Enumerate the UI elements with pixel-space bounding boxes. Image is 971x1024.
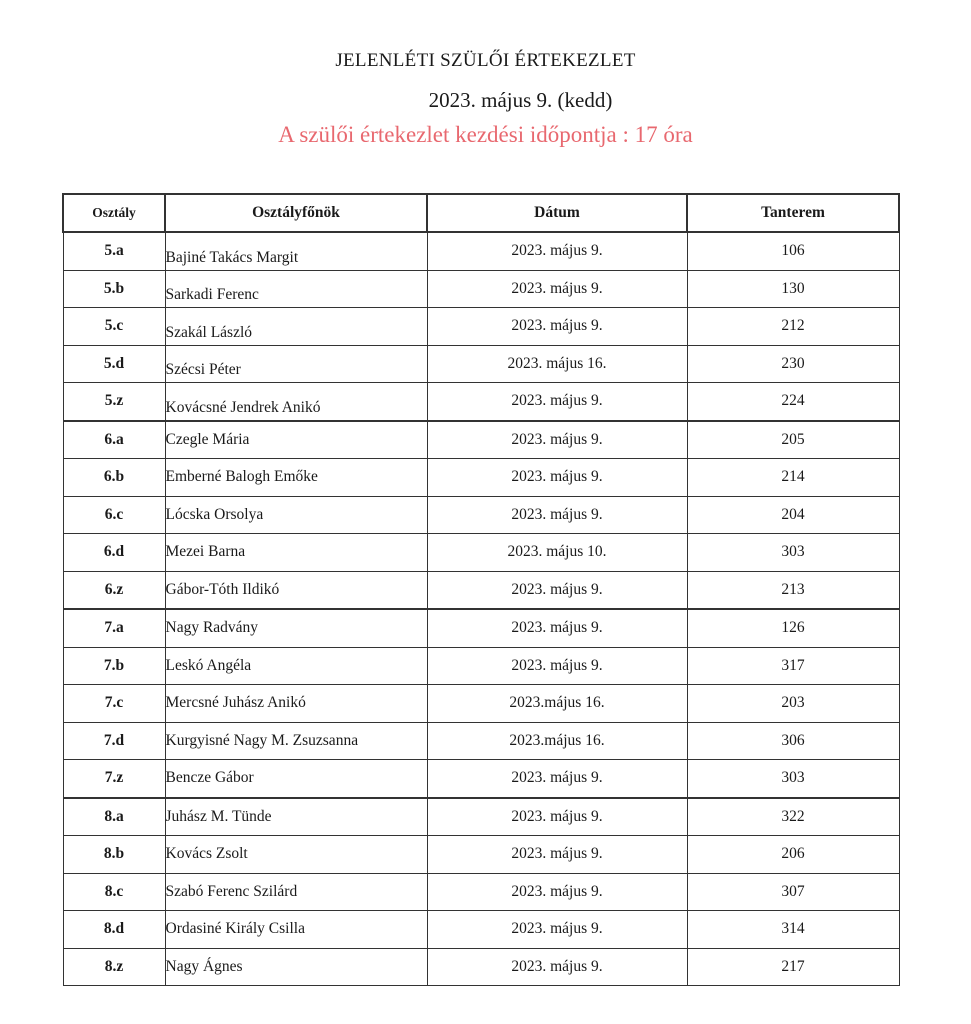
table-row (63, 873, 899, 911)
room-cell: 230 (687, 345, 899, 383)
table-row (63, 534, 899, 572)
room-cell: 314 (687, 911, 899, 949)
column-header-class: Osztály (63, 194, 165, 232)
class-cell: 6.d (63, 534, 165, 572)
meeting-date: 2023. május 9. (kedd) (428, 88, 613, 112)
class-cell: 6.z (63, 571, 165, 609)
teacher-cell: Nagy Ágnes (165, 948, 427, 986)
room-cell: 224 (687, 383, 899, 421)
class-cell: 5.c (63, 308, 165, 346)
class-cell: 5.a (63, 232, 165, 270)
date-cell: 2023. május 9. (427, 798, 687, 836)
teacher-cell: Sarkadi Ferenc (165, 270, 427, 308)
date-cell: 2023. május 9. (427, 571, 687, 609)
class-cell: 5.d (63, 345, 165, 383)
date-cell: 2023.május 16. (427, 685, 687, 723)
class-cell: 7.c (63, 685, 165, 723)
teacher-cell: Mercsné Juhász Anikó (165, 685, 427, 723)
class-cell: 8.a (63, 798, 165, 836)
room-cell: 306 (687, 722, 899, 760)
class-cell: 5.z (63, 383, 165, 421)
date-cell: 2023. május 9. (427, 383, 687, 421)
teacher-cell: Emberné Balogh Emőke (165, 459, 427, 497)
table-body (63, 232, 899, 986)
teacher-cell: Juhász M. Tünde (165, 798, 427, 836)
table-row (63, 911, 899, 949)
table-row (63, 345, 899, 383)
teacher-cell: Mezei Barna (165, 534, 427, 572)
class-cell: 7.d (63, 722, 165, 760)
teacher-cell: Kovácsné Jendrek Anikó (165, 383, 427, 421)
teacher-cell: Kovács Zsolt (165, 836, 427, 874)
date-cell: 2023. május 9. (427, 911, 687, 949)
date-cell: 2023. május 10. (427, 534, 687, 572)
room-cell: 214 (687, 459, 899, 497)
teacher-cell: Lócska Orsolya (165, 496, 427, 534)
date-cell: 2023. május 9. (427, 647, 687, 685)
class-cell: 6.b (63, 459, 165, 497)
table-row (63, 685, 899, 723)
teacher-cell: Bencze Gábor (165, 760, 427, 798)
room-cell: 303 (687, 760, 899, 798)
room-cell: 204 (687, 496, 899, 534)
date-cell: 2023. május 9. (427, 421, 687, 459)
table-row (63, 383, 899, 421)
class-cell: 6.c (63, 496, 165, 534)
date-cell: 2023. május 9. (427, 232, 687, 270)
room-cell: 217 (687, 948, 899, 986)
room-cell: 203 (687, 685, 899, 723)
teacher-cell: Szakál László (165, 308, 427, 346)
date-cell: 2023. május 9. (427, 459, 687, 497)
table-row (63, 760, 899, 798)
column-header-teacher: Osztályfőnök (165, 194, 427, 232)
date-cell: 2023. május 9. (427, 609, 687, 647)
table-row (63, 609, 899, 647)
class-cell: 7.z (63, 760, 165, 798)
room-cell: 317 (687, 647, 899, 685)
start-time-notice: A szülői értekezlet kezdési időpontja : 17 óra (278, 122, 693, 147)
date-cell: 2023. május 9. (427, 873, 687, 911)
room-cell: 206 (687, 836, 899, 874)
date-cell: 2023. május 9. (427, 308, 687, 346)
room-cell: 303 (687, 534, 899, 572)
teacher-cell: Nagy Radvány (165, 609, 427, 647)
room-cell: 307 (687, 873, 899, 911)
room-cell: 205 (687, 421, 899, 459)
table-row (63, 798, 899, 836)
teacher-cell: Szabó Ferenc Szilárd (165, 873, 427, 911)
table-row (63, 836, 899, 874)
class-cell: 7.b (63, 647, 165, 685)
date-cell: 2023. május 9. (427, 496, 687, 534)
table-row (63, 496, 899, 534)
meeting-schedule-table (62, 193, 900, 986)
class-cell: 5.b (63, 270, 165, 308)
room-cell: 322 (687, 798, 899, 836)
room-cell: 126 (687, 609, 899, 647)
table-row (63, 647, 899, 685)
class-cell: 7.a (63, 609, 165, 647)
table-row (63, 421, 899, 459)
date-cell: 2023. május 9. (427, 270, 687, 308)
table-row (63, 948, 899, 986)
date-cell: 2023. május 9. (427, 836, 687, 874)
date-cell: 2023. május 9. (427, 760, 687, 798)
class-cell: 8.c (63, 873, 165, 911)
table-row (63, 308, 899, 346)
teacher-cell: Szécsi Péter (165, 345, 427, 383)
teacher-cell: Ordasiné Király Csilla (165, 911, 427, 949)
teacher-cell: Bajiné Takács Margit (165, 232, 427, 270)
date-cell: 2023. május 16. (427, 345, 687, 383)
table-row (63, 459, 899, 497)
teacher-cell: Czegle Mária (165, 421, 427, 459)
table-row (63, 270, 899, 308)
table-row (63, 571, 899, 609)
teacher-cell: Kurgyisné Nagy M. Zsuzsanna (165, 722, 427, 760)
table-row (63, 232, 899, 270)
class-cell: 8.z (63, 948, 165, 986)
table-header-row (63, 194, 899, 232)
class-cell: 6.a (63, 421, 165, 459)
class-cell: 8.b (63, 836, 165, 874)
room-cell: 106 (687, 232, 899, 270)
date-cell: 2023.május 16. (427, 722, 687, 760)
document-title: JELENLÉTI SZÜLŐI ÉRTEKEZLET (335, 50, 636, 71)
room-cell: 213 (687, 571, 899, 609)
class-cell: 8.d (63, 911, 165, 949)
table-row (63, 722, 899, 760)
room-cell: 212 (687, 308, 899, 346)
column-header-room: Tanterem (687, 194, 899, 232)
teacher-cell: Gábor-Tóth Ildikó (165, 571, 427, 609)
room-cell: 130 (687, 270, 899, 308)
date-cell: 2023. május 9. (427, 948, 687, 986)
teacher-cell: Leskó Angéla (165, 647, 427, 685)
column-header-date: Dátum (427, 194, 687, 232)
